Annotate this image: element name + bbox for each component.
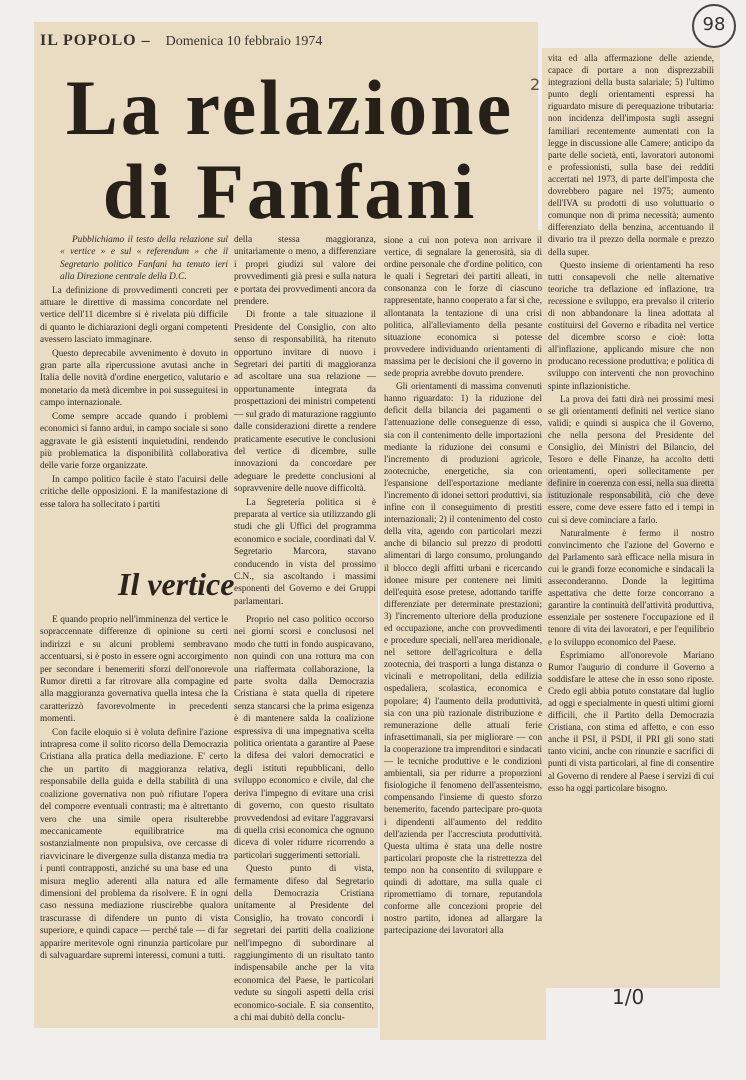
paragraph: Di fronte a tale situazione il Presidente del Consiglio, con alto senso di responsabilità, ha ritenuto opportuno invitare di nuovo i Segretari dei partiti di maggioranza ad ascoltare una sua relazione — opportunamente integrata da prospettazioni dei ministri competenti — sul grado di maturazione raggiunto dalle considerazioni dirette a rendere praticamente esecutive le conclusioni del vertice di dicembre, sulle innovazioni da concordare per adeguare le predette conclusioni al sopravvenire delle nuove difficoltà. bbox=[234, 310, 376, 495]
paragraph: Naturalmente è fermo il nostro convincimento che l'azione del Governo e del Parlamento sarà efficace nella misura in cui le grandi forze economiche e sindacali la asseconderanno. Donde la legittima aspettativa che dette forze concorrano a garantire la continuità dell'attività produttiva, essenziale per sostenere l'occupazione ed il tenore di vita dei lavoratori, e per l'equilibrio e lo sviluppo economico del Paese. bbox=[548, 527, 714, 647]
page-number-stamp: 98 bbox=[692, 4, 736, 48]
lede-paragraph: Pubblichiamo il testo della relazione sul « vertice » e sul « referendum » che il Segretario politico Fanfani ha tenuto ieri alla Direzione centrale della D.C. bbox=[60, 235, 228, 283]
paragraph: Con facile eloquio si è voluta definire l'azione intrapresa come il solito ricorso della Democrazia Cristiana alla pratica della mediazione. E' certo che un partito di maggioranza relativa, responsabile della guida e della stabilità di una coalizione governativa non può rifiutare l'opera del comporre eventuali contrasti; ma è altrettanto vero che una simile opera risulterebbe meccanicamente equilibratrice ma sostanzialmente non propulsiva, ove cercasse di riavvicinare le divergenze sulla distanza media tra i punti contrapposti, anziché su una base ed una misura meglio aderenti alla natura ed alle dimensioni del problema da risolvere. E in ogni caso nessuna mediazione riuscirebbe qualora trascurasse di difendere un punto di vista superiore, e quindi capace — perché tale — di far apparire meritevole ogni rinunzia particolare pur di salvaguardare supremi interessi, comuni a tutti. bbox=[40, 727, 228, 961]
newspaper-name: IL POPOLO – bbox=[40, 32, 151, 49]
headline-line-2: di Fanfani bbox=[102, 148, 478, 235]
paragraph: Questo deprecabile avvenimento è dovuto in gran parte alla ripercussione avutasi anche in Italia delle novità d'ordine energetico, valutario e monetario da metà dicembre in poi susseguitesi in campo internazionale. bbox=[40, 348, 228, 409]
column-1-bottom bbox=[40, 614, 228, 963]
column-4 bbox=[548, 52, 714, 795]
margin-mark: 2 bbox=[530, 75, 541, 94]
subheading: Il vertice bbox=[118, 566, 235, 602]
paragraph: Come sempre accade quando i problemi economici si fanno arduì, in campo sociale si sono aggravate le già esistenti inquietudini, rendendo più problematica la disponibilità collaborativa delle varie forze organizzate. bbox=[40, 411, 228, 472]
paragraph: La Segreteria politica si è preparata al vertice sia utilizzando gli studi che gli Uffici del programma economico e sociale, coordinati dal V. Segretario Marcora, stavano conducendo in vista del prossimo C.N., sia ascoltando i massimi esponenti del Governo e dei Gruppi parlamentari. bbox=[234, 497, 376, 607]
paragraph: In campo politico facile è stato l'acuirsi delle critiche delle opposizioni. E la manifestazione di esse talora ha sollecitato i partiti bbox=[40, 474, 228, 510]
paragraph: Questo punto di vista, fermamente difeso dal Segretario della Democrazia Cristiana unitamente al Presidente del Consiglio, ha trovato concordi i segretari dei partiti della coalizione nell'impegno di subordinare al raggiungimento di un risultato tanto indispensabile anche per la vita economica del Paese, le particolari vedute su singoli aspetti della crisi economico-sociale. E sia consentito, a chi mai dubitò della conclu- bbox=[234, 864, 374, 1023]
paragraph: La definizione di provvedimenti concreti per attuare le direttive di massima concordate nel vertice dell'11 dicembre si è rivelata più difficile di quanto le dichiarazioni degli organi competenti avessero lasciato immaginare. bbox=[40, 285, 228, 346]
paragraph: Proprio nel caso politico occorso nei giorni scorsi e conclusosi nel modo che tutti in fondo auspicavano, non quindi con una rottura ma con una riaffermata collaborazione, la parte svolta dalla Democrazia Cristiana è stata quella di ripetere senza stancarsi che la prima esigenza è di mantenere salda la coalizione espressiva di una impegnativa scelta politica orientata a garantire al Paese la difesa dei valori democratici e degli istituti repubblicani, dello sviluppo economico e civile, dal che deriva l'impegno di evitare una crisi di governo, con questo risultato provvedendosi ad evitare l'aggravarsi di quella crisi economica che ognuno diceva di voler ridurre ricorrendo a particolari suggerimenti settoriali. bbox=[234, 615, 374, 861]
column-1-top bbox=[40, 234, 228, 512]
paragraph: Questo insieme di orientamenti ha reso tutti consapevoli che nelle alternative teoriche tra deflazione ed inflazione, tra recessione e sviluppo, era prevalso il criterio di non abbandonare la linea adottata al costituirsi del Governo e ribadita nel vertice del dicembre scorso e cioè: lotta all'inflazione, applicando misure che non producano recessione produttiva; e politica di sviluppo con interventi che non provochino spinte inflazionistiche. bbox=[548, 259, 714, 391]
paragraph: vita ed alla affermazione delle aziende, capace di portare a non disprezzabili integrazioni della busta salariale; 5) l'ultimo punto degli orientamenti espressi ha riguardato misure di perequazione tributaria: non incidenza dell'imposta sugli assegni familiari recentemente aumentati con la legge in discussione alle Camere; anticipo da parte delle società, enti, lavoratori autonomi e professionisti, sulla base dei redditi accertati nel 1973, di parte dell'imposta che dovrebbero pagare nel 1975; aumento dell'IVA su prodotti di uso voluttuario o comunque non di prima necessità; aumento differenziato della benzina, accentuando il divario tra il prezzo della normale e prezzo della super. bbox=[548, 53, 714, 257]
column-2-bottom bbox=[234, 614, 374, 1025]
paragraph: E quando proprio nell'imminenza del vertice le sopraccennate differenze di opinione su certi indirizzi e su alcuni problemi sembravano accentuarsi, si è posto in essere ogni accorgimento per secondare i benemeriti sforzi dell'onorevole Rumor diretti a far ritrovare alla compagine ed alla maggioranza governativa quella intesa che la caratterizzò favorevolmente in precedenti momenti. bbox=[40, 615, 228, 725]
headline-line-1: La relazione bbox=[65, 64, 515, 151]
newspaper-header bbox=[40, 30, 540, 54]
column-3 bbox=[384, 234, 542, 937]
paragraph: Gli orientamenti di massima convenuti hanno riguardato: 1) la riduzione del deficit della bilancia dei pagamenti o l'attenuazione delle conseguenze di esso, sia con il contenimento delle importazioni mediante la riduzione dei consumi e l'incremento di produzioni agricole, zootecniche, energetiche, sia con l'espansione dell'esportazione mediante l'incremento di idonei settori produttivi, sia infine con il conseguimento di prestiti internazionali; 2) il contenimento del costo della vita, agendo con particolari mezzi anche di bilancio sul prezzo di prodotti alimentari di largo consumo, prolungando il blocco degli affitti urbani e ricercando idonee misure per contenere nei limiti dell'equità esose pretese, adottando tariffe differenziate per determinate prestazioni; 3) l'incremento ulteriore della produzione ed occupazione, anche con provvedimenti e procedure speciali, nell'area meridionale, nel settore dell'agricoltura e della zootecnia, dei trasporti a lunga distanza o vicinali e metropolitani, della edilizia ospedaliera, scolastica, economica e popolare; 4) l'aumento della produttività, sia con una più razionale distribuzione e remunerazione delle attuali ferie infrasettimanali, sia per migliorare — con la cooperazione tra imprenditori e sindacati — le tecniche produttive e le condizioni ambientali, sia per ridurre a proporzioni fisiologiche il fenomeno dell'assenteismo, compensando l'insieme di questo sforzo benemerito, facendo partecipare pro-quota i dipendenti all'aumento del reddito dell'azienda per l'accresciuta produttività. Questa ultima è stata una delle nostre particolari proposte che la ristrettezza del tempo non ha consentito di sviluppare e quindi di adottare, ma sulla quale ci ripromettiamo di tornare, reputandola conforme alle concezioni proprie del nostro partito, idonea ad allargare la partecipazione dei lavoratori alla bbox=[384, 381, 542, 936]
issue-date: Domenica 10 febbraio 1974 bbox=[165, 34, 323, 49]
paragraph: La prova dei fatti dirà nei prossimi mesi se gli orientamenti definiti nel vertice siano validi; e quindi si auspica che il Governo, che nella persona del Presidente del Consiglio, dei Ministri del Bilancio, del Tesoro e delle Finanze, ha accolto detti orientamenti, operi sollecitamente per definire in coerenza con essi, nella sua diretta istituzionale responsabilità, ciò che deve essere, come deve essere fatto ed i tempi in cui si deve cominciare a farlo. bbox=[548, 393, 714, 525]
paragraph: della stessa maggioranza, unitariamente o meno, a differenziare i propri giudizi sul valore dei provvedimenti già presi e sulla natura e portata dei provvedimenti ancora da prendere. bbox=[234, 235, 376, 308]
paragraph: Esprimiamo all'onorevole Mariano Rumor l'augurio di condurre il Governo a soddisfare le attese che in esso sono riposte. Credo egli abbia potuto constatare dal luglio ad oggi e specialmente in questi ultimi giorni difficili, che il Partito della Democrazia Cristiana, con stima ed affetto, e con esso anche il PSI, il PSDI, il PRI gli sono stati tanto vicini, anche con rinunzie e sacrifici di punti di vista particolari, al fine di consentire al Governo di rendere al Paese i servizi di cui esso ha oggi particolare bisogno. bbox=[548, 649, 714, 793]
column-2-top bbox=[234, 234, 376, 609]
handwritten-fraction-mark: 1/0 bbox=[612, 985, 645, 1009]
paragraph: sione a cui non poteva non arrivare il vertice, di segnalare la generosità, sia di ordine personale che d'ordine politico, con le quali i Segretari dei partiti alleati, in consonanza con le forze di ciascuno rappresentate, hanno cooperato a far sì che, allontanata la tentazione di una crisi politica, all'alleviamento della pesante situazione economica si potesse provvedere individuando orientamenti di massima per le decisioni che il governo in sede propria avrebbe dovuto prendere. bbox=[384, 235, 542, 379]
